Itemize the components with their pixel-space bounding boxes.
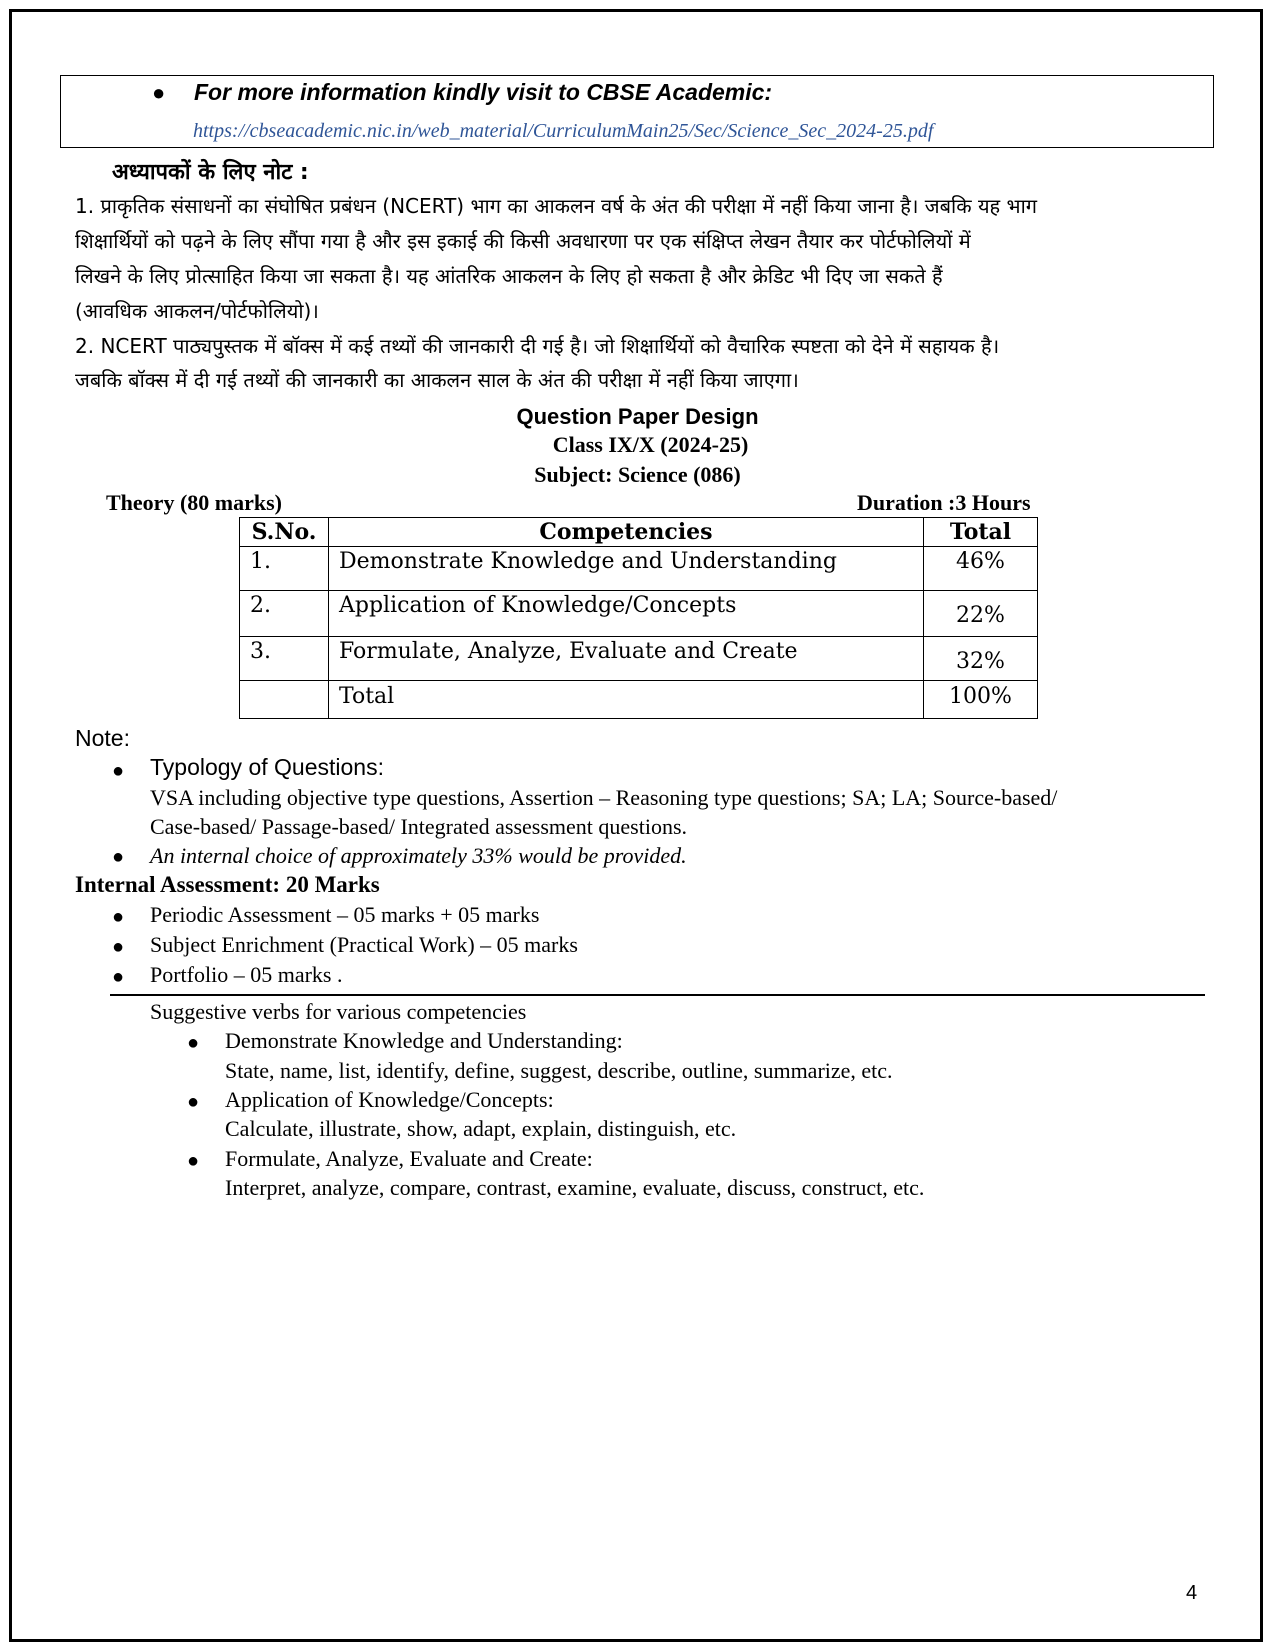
table-row [240,681,1038,719]
teacher-note-heading: अध्यापकों के लिए नोट : [112,160,309,185]
cell-sno: 2. [240,591,329,637]
header-total: Total [924,518,1038,547]
cell-sno: 1. [240,547,329,591]
horizontal-rule [110,994,1205,996]
verb-group-heading: Application of Knowledge/Concepts: [225,1087,554,1112]
cell-total: 46% [924,547,1038,591]
header-sno: S.No. [240,518,329,547]
bullet-icon: ● [112,846,125,868]
assessment-item: Periodic Assessment – 05 marks + 05 marks [150,902,540,927]
cell-competency: Formulate, Analyze, Evaluate and Create [329,637,924,681]
bullet-icon: ● [187,1032,200,1054]
typology-line: Case-based/ Passage-based/ Integrated assessment questions. [150,814,688,839]
cell-total: 22% [924,591,1038,637]
internal-assessment-title: Internal Assessment: 20 Marks [75,872,380,897]
duration: Duration :3 Hours [857,490,1031,515]
verb-group-heading: Formulate, Analyze, Evaluate and Create: [225,1146,593,1171]
design-title: Question Paper Design [516,404,759,429]
class-line: Class IX/X (2024-25) [552,432,749,457]
bullet-icon: ● [112,906,125,928]
cell-total: 32% [924,637,1038,681]
verb-group-list: State, name, list, identify, define, suggest, describe, outline, summarize, etc. [225,1058,893,1083]
cell-sno: 3. [240,637,329,681]
competency-table [239,517,1038,719]
note-label: Note: [75,725,130,751]
page-number: 4 [1186,1582,1198,1604]
internal-choice-note: An internal choice of approximately 33% would be provided. [150,843,687,868]
table-header-row [240,518,1038,547]
bullet-icon: ● [152,80,166,105]
theory-marks: Theory (80 marks) [106,490,282,515]
cbse-academic-link[interactable]: https://cbseacademic.nic.in/web_material/CurriculumMain25/Sec/Science_Sec_2024-25.pdf [193,120,934,142]
teacher-note-line: (आवधिक आकलन/पोर्टफोलियो)। [75,299,319,323]
typology-line: VSA including objective type questions, Assertion – Reasoning type questions; SA; LA; Source-based/ [150,785,1058,810]
assessment-item: Portfolio – 05 marks . [150,962,343,987]
verb-group-heading: Demonstrate Knowledge and Understanding: [225,1028,623,1053]
typology-title: Typology of Questions: [150,754,384,780]
bullet-icon: ● [112,936,125,958]
bullet-icon: ● [187,1091,200,1113]
teacher-note-line: 1. प्राकृतिक संसाधनों का संघोषित प्रबंधन (NCERT) भाग का आकलन वर्ष के अंत की परीक्षा में नहीं किया जाना है। जबकि यह भाग [75,194,1038,218]
teacher-note-line: जबकि बॉक्स में दी गई तथ्यों की जानकारी का आकलन साल के अंत की परीक्षा में नहीं किया जाएगा। [75,368,799,392]
verb-group-list: Calculate, illustrate, show, adapt, explain, distinguish, etc. [225,1116,737,1141]
subject-line: Subject: Science (086) [534,462,741,487]
header-competencies: Competencies [329,518,924,547]
bullet-icon: ● [187,1150,200,1172]
cell-total: 100% [924,681,1038,719]
table-row [240,547,1038,591]
assessment-item: Subject Enrichment (Practical Work) – 05 marks [150,932,578,957]
teacher-note-line: शिक्षार्थियों को पढ़ने के लिए सौंपा गया है और इस इकाई की किसी अवधारणा पर एक संक्षिप्त लेखन तैयार कर पोर्टफोलियों में [75,229,971,253]
cell-competency: Application of Knowledge/Concepts [329,591,924,637]
table-row [240,591,1038,637]
verb-group-list: Interpret, analyze, compare, contrast, examine, evaluate, discuss, construct, etc. [225,1175,925,1200]
verbs-title: Suggestive verbs for various competencies [150,999,527,1024]
teacher-note-line: 2. NCERT पाठ्यपुस्तक में बॉक्स में कई तथ्यों की जानकारी दी गई है। जो शिक्षार्थियों को वैचारिक स्पष्टता को देने में सहायक है। [75,334,1000,358]
table-row [240,637,1038,681]
bullet-icon: ● [112,966,125,988]
info-heading: For more information kindly visit to CBSE Academic: [194,79,773,105]
teacher-note-line: लिखने के लिए प्रोत्साहित किया जा सकता है। यह आंतरिक आकलन के लिए हो सकता है और क्रेडिट भी दिए जा सकते हैं [75,264,943,288]
cell-competency: Total [329,681,924,719]
cell-sno [240,681,329,719]
bullet-icon: ● [112,760,125,782]
cell-competency: Demonstrate Knowledge and Understanding [329,547,924,591]
